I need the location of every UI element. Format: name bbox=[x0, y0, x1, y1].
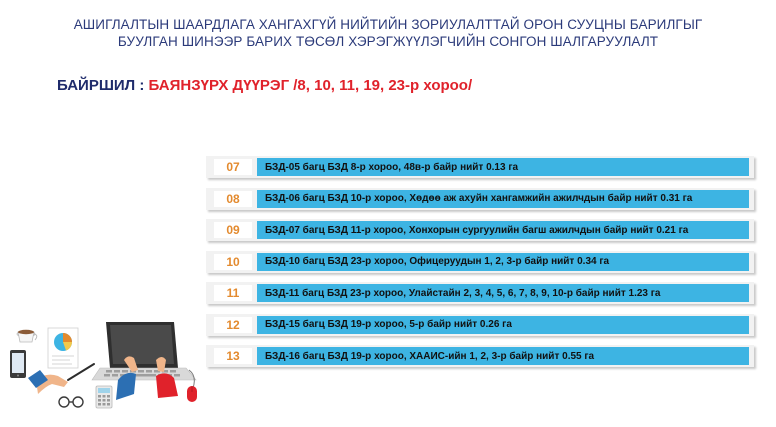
glasses-icon bbox=[59, 397, 83, 407]
item-text: БЗД-16 багц БЗД 19-р хороо, ХААИС-ийн 1, 2, 3-р байр нийт 0.55 га bbox=[257, 347, 749, 365]
item-text: БЗД-15 багц БЗД 19-р хороо, 5-р байр нийт 0.26 га bbox=[257, 316, 749, 334]
pie-chart-icon bbox=[54, 333, 72, 351]
list-item bbox=[206, 251, 754, 273]
list-item bbox=[206, 188, 754, 210]
list-item bbox=[206, 345, 754, 367]
laptop-icon bbox=[92, 322, 196, 380]
item-number: 08 bbox=[214, 191, 252, 207]
item-number: 13 bbox=[214, 348, 252, 364]
item-text: БЗД-07 багц БЗД 11-р хороо, Хонхорын сургуулийн багш ажилчдын байр нийт 0.21 га bbox=[257, 221, 749, 239]
item-text: БЗД-05 багц БЗД 8-р хороо, 48в-р байр нийт 0.13 га bbox=[257, 158, 749, 176]
item-number: 11 bbox=[214, 285, 252, 301]
list-item bbox=[206, 314, 754, 336]
list-item bbox=[206, 219, 754, 241]
item-list bbox=[206, 156, 754, 377]
item-number: 12 bbox=[214, 317, 252, 333]
item-text: БЗД-11 багц БЗД 23-р хороо, Улайстайн 2, 3, 4, 5, 6, 7, 8, 9, 10-р байр нийт 1.23 га bbox=[257, 284, 749, 302]
item-text: БЗД-10 багц БЗД 23-р хороо, Офицеруудын 1, 2, 3-р байр нийт 0.34 га bbox=[257, 253, 749, 271]
item-number: 09 bbox=[214, 222, 252, 238]
location-heading bbox=[57, 77, 472, 94]
location-label: БАЙРШИЛ : bbox=[57, 77, 149, 94]
list-item bbox=[206, 282, 754, 304]
page-title bbox=[20, 16, 756, 50]
title-line-1: АШИГЛАЛТЫН ШААРДЛАГА ХАНГАХГҮЙ НИЙТИЙН ЗОРИУЛАЛТТАЙ ОРОН СУУЦНЫ БАРИЛГЫГ bbox=[73, 17, 703, 32]
list-item bbox=[206, 156, 754, 178]
location-value: БАЯНЗҮРХ ДҮҮРЭГ /8, 10, 11, 19, 23-р хороо/ bbox=[148, 77, 473, 94]
title-line-2: БУУЛГАН ШИНЭЭР БАРИХ ТӨСӨЛ ХЭРЭГЖҮҮЛЭГЧИЙН СОНГОН ШАЛГАРУУЛАЛТ bbox=[117, 34, 659, 49]
smartphone-icon bbox=[10, 350, 26, 378]
calculator-icon bbox=[96, 386, 112, 408]
item-text: БЗД-06 багц БЗД 10-р хороо, Хөдөө аж ахуйн хангамжийн ажилчдын байр нийт 0.31 га bbox=[257, 190, 749, 208]
workspace-illustration bbox=[6, 320, 206, 415]
item-number: 07 bbox=[214, 159, 252, 175]
coffee-cup-icon bbox=[17, 330, 37, 342]
item-number: 10 bbox=[214, 254, 252, 270]
